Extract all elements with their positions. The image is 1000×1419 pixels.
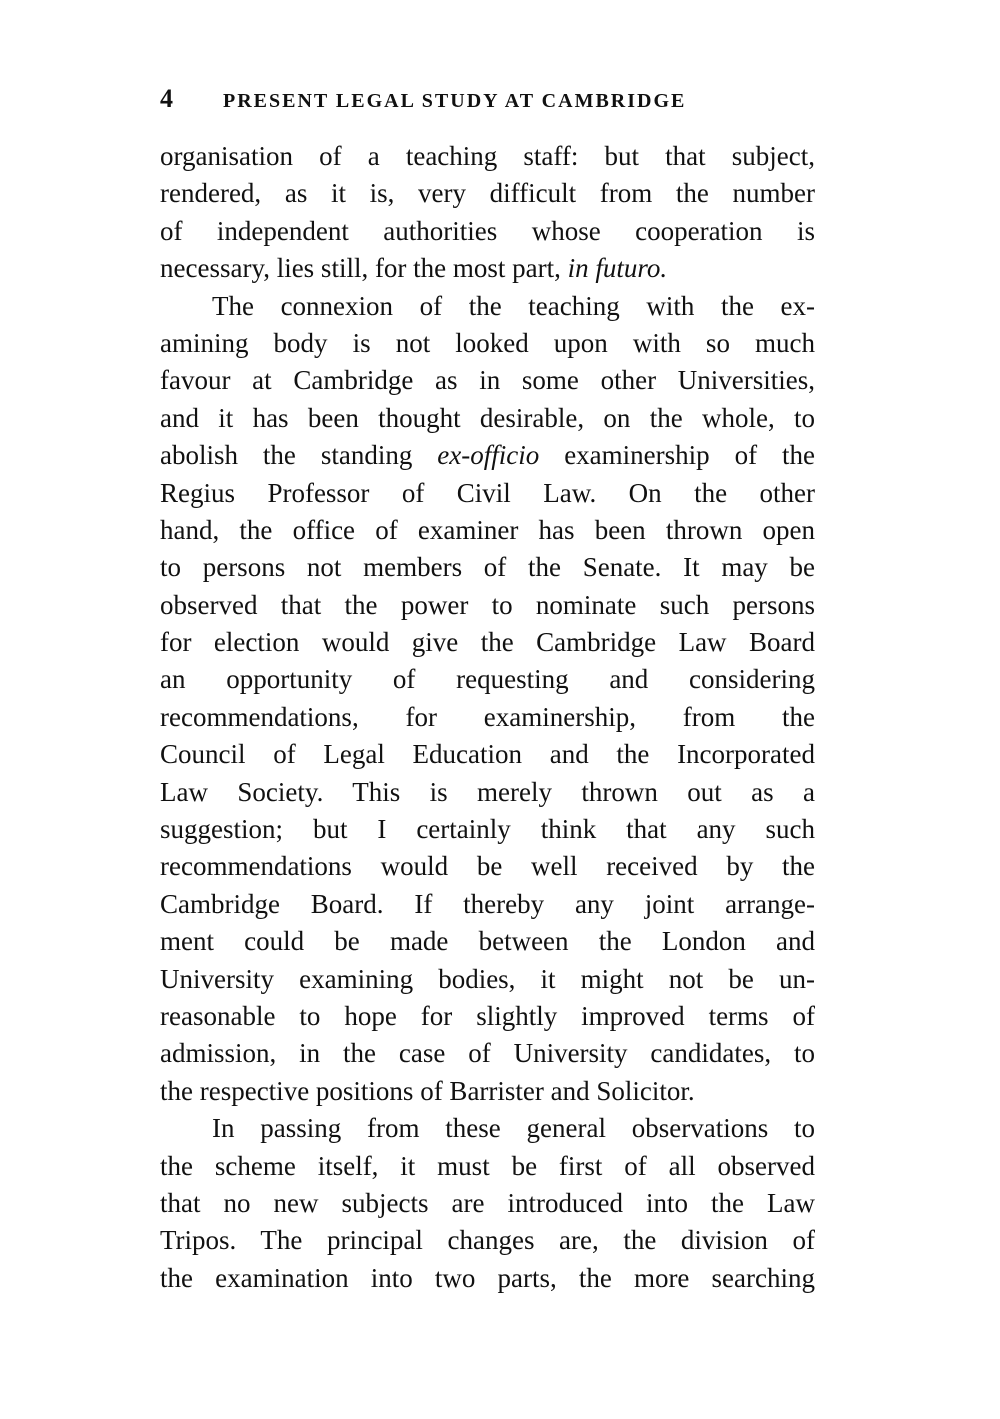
text-line: amining body is not looked upon with so much xyxy=(160,327,815,358)
text-line: observed that the power to nominate such persons xyxy=(160,589,815,620)
text-line: the examination into two parts, the more searching xyxy=(160,1262,815,1293)
text-line xyxy=(160,250,815,287)
text-line: admission, in the case of University candidates, to xyxy=(160,1038,815,1069)
text-line: to persons not members of the Senate. It may be xyxy=(160,552,815,583)
text-line: ment could be made between the London and xyxy=(160,926,815,957)
text-fragment: necessary, lies still, for the most part, xyxy=(160,253,561,284)
paragraph-start-line: In passing from these general observations to xyxy=(212,1113,815,1144)
text-line: reasonable to hope for slightly improved terms of xyxy=(160,1000,815,1031)
text-line: that no new subjects are introduced into the Law xyxy=(160,1187,815,1218)
text-line: an opportunity of requesting and considering xyxy=(160,664,815,695)
text-line: Law Society. This is merely thrown out as a xyxy=(160,776,815,807)
text-line: Council of Legal Education and the Incorporated xyxy=(160,739,815,770)
text-line: rendered, as it is, very difficult from the number xyxy=(160,178,815,209)
text-line: recommendations would be well received by the xyxy=(160,851,815,882)
text-line: suggestion; but I certainly think that any such xyxy=(160,814,815,845)
running-title: PRESENT LEGAL STUDY AT CAMBRIDGE xyxy=(223,90,687,112)
text-line: Regius Professor of Civil Law. On the other xyxy=(160,477,815,508)
text-line: and it has been thought desirable, on the whole, to xyxy=(160,402,815,433)
text-fragment: abolish the standing xyxy=(160,440,413,471)
text-line: organisation of a teaching staff: but that subject, xyxy=(160,141,815,171)
text-line xyxy=(160,437,815,474)
italic-phrase: ex-officio xyxy=(437,440,540,471)
paragraph-start-line: The connexion of the teaching with the ex- xyxy=(212,290,815,321)
page-number: 4 xyxy=(160,84,173,113)
text-line: the respective positions of Barrister and Solicitor. xyxy=(160,1075,695,1106)
text-line: Cambridge Board. If thereby any joint arrange- xyxy=(160,888,815,919)
text-line: the scheme itself, it must be first of all observed xyxy=(160,1150,815,1181)
text-line: for election would give the Cambridge Law Board xyxy=(160,627,815,658)
text-line: University examining bodies, it might not be un- xyxy=(160,963,815,994)
text-line: Tripos. The principal changes are, the division of xyxy=(160,1225,815,1256)
text-line: favour at Cambridge as in some other Universities, xyxy=(160,365,815,396)
text-line: hand, the office of examiner has been thrown open xyxy=(160,514,815,545)
italic-phrase: in futuro. xyxy=(567,253,668,284)
text-line: recommendations, for examinership, from the xyxy=(160,701,815,732)
page-header xyxy=(160,84,800,120)
body-text xyxy=(160,138,815,1297)
text-line: of independent authorities whose cooperation is xyxy=(160,215,815,246)
text-fragment: examinership of the xyxy=(564,440,815,471)
